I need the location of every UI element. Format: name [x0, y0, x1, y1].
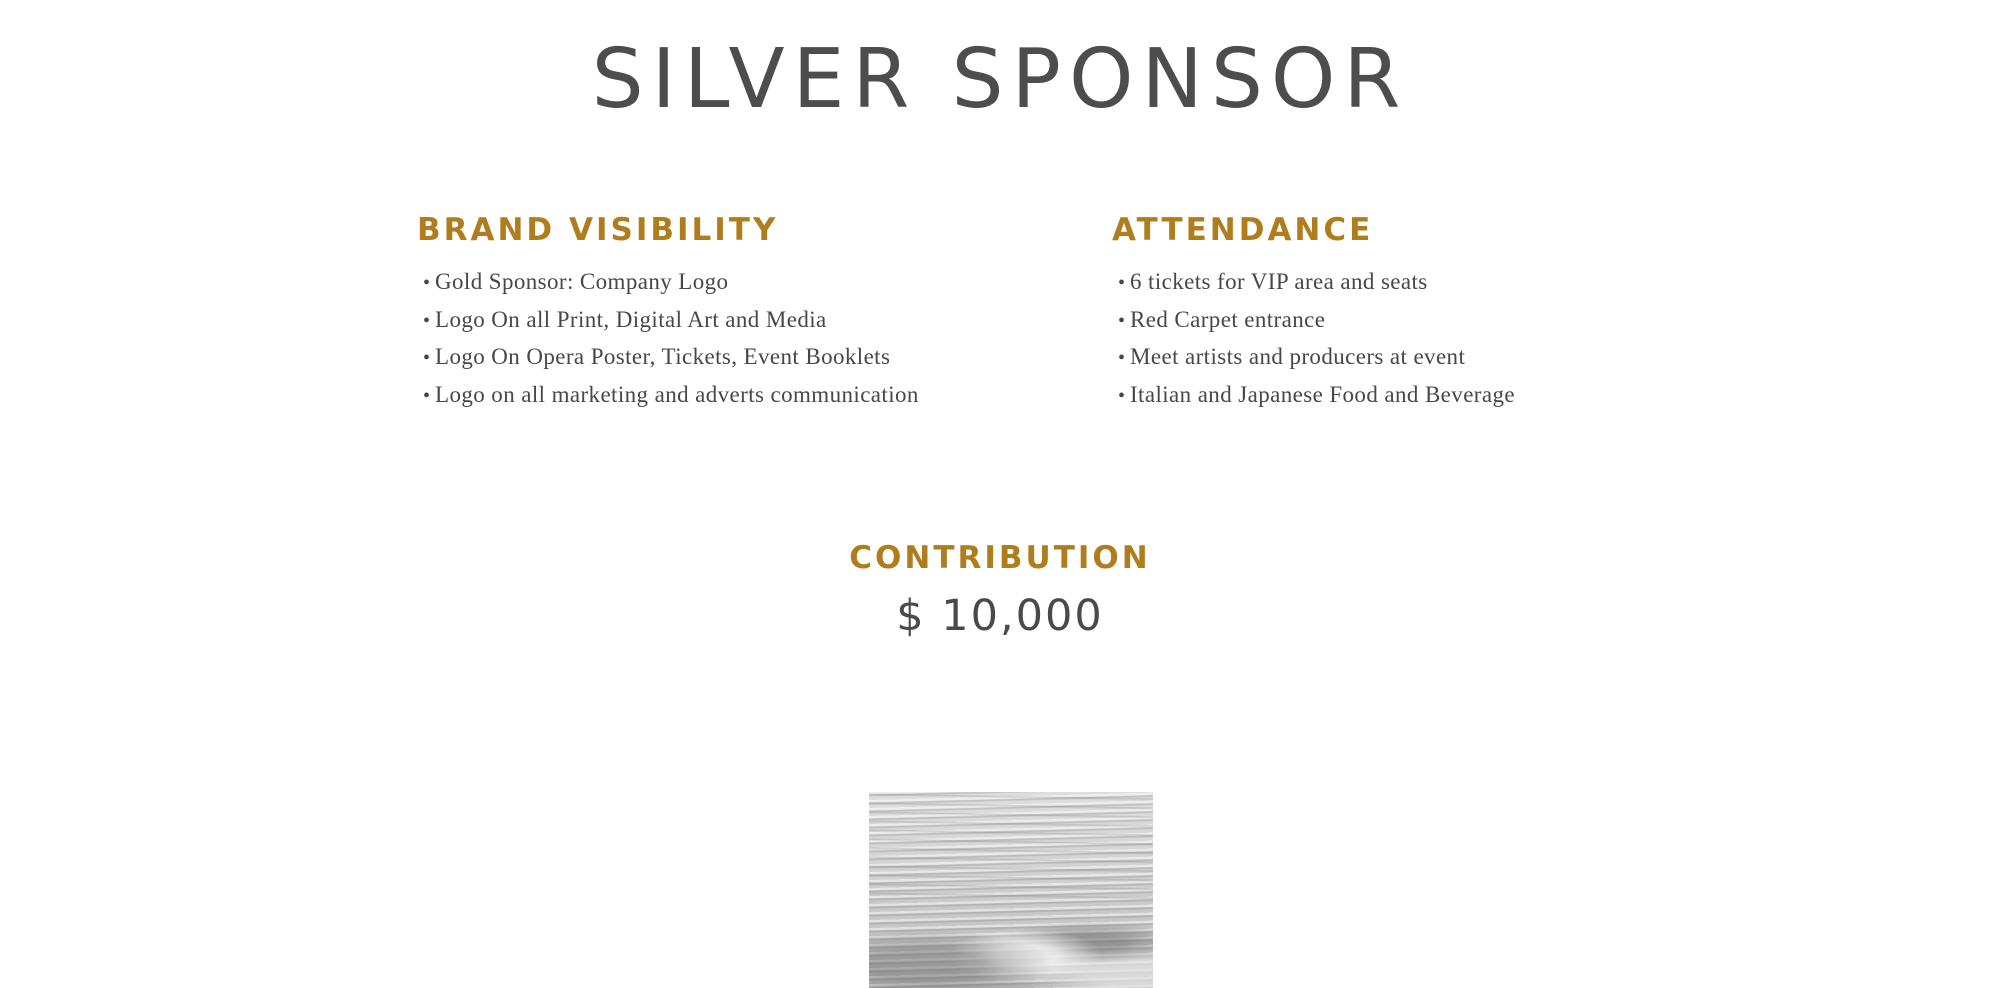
contribution-section — [0, 536, 2000, 644]
brand-visibility-heading: BRAND VISIBILITY — [417, 212, 779, 248]
list-item — [1112, 264, 1732, 302]
list-item-text: Logo On Opera Poster, Tickets, Event Booklets — [435, 344, 891, 369]
list-item-text: Meet artists and producers at event — [1130, 344, 1466, 369]
attendance-section — [1112, 208, 1732, 414]
attendance-list — [1112, 264, 1732, 414]
list-item — [417, 377, 1037, 415]
bullet-icon: • — [1118, 384, 1126, 407]
bullet-icon: • — [1118, 272, 1126, 294]
list-item-text: Italian and Japanese Food and Beverage — [1130, 381, 1515, 407]
silver-texture-image — [869, 792, 1153, 988]
list-item-text: Gold Sponsor: Company Logo — [435, 269, 729, 294]
bullet-icon: • — [423, 384, 431, 407]
bullet-icon: • — [423, 347, 431, 369]
brushstroke-texture — [869, 792, 1153, 902]
list-item — [417, 339, 1037, 377]
bullet-icon: • — [423, 272, 431, 294]
brand-visibility-list — [417, 264, 1037, 414]
list-item — [1112, 302, 1732, 340]
list-item-text: 6 tickets for VIP area and seats — [1130, 269, 1428, 294]
attendance-heading: ATTENDANCE — [1112, 212, 1374, 248]
brand-visibility-section — [417, 208, 1037, 414]
list-item — [1112, 377, 1732, 415]
list-item — [417, 302, 1037, 340]
contribution-heading: CONTRIBUTION — [849, 540, 1151, 576]
bullet-icon: • — [423, 309, 431, 332]
list-item-text: Logo on all marketing and adverts communication — [435, 381, 919, 407]
list-item-text: Red Carpet entrance — [1130, 306, 1326, 332]
page-title: SILVER SPONSOR — [591, 32, 1409, 127]
contribution-amount: $ 10,000 — [896, 591, 1104, 641]
bullet-icon: • — [1118, 347, 1126, 369]
list-item — [1112, 339, 1732, 377]
list-item-text: Logo On all Print, Digital Art and Media — [435, 306, 827, 332]
silver-flakes-texture — [869, 902, 1153, 988]
list-item — [417, 264, 1037, 302]
bullet-icon: • — [1118, 309, 1126, 332]
